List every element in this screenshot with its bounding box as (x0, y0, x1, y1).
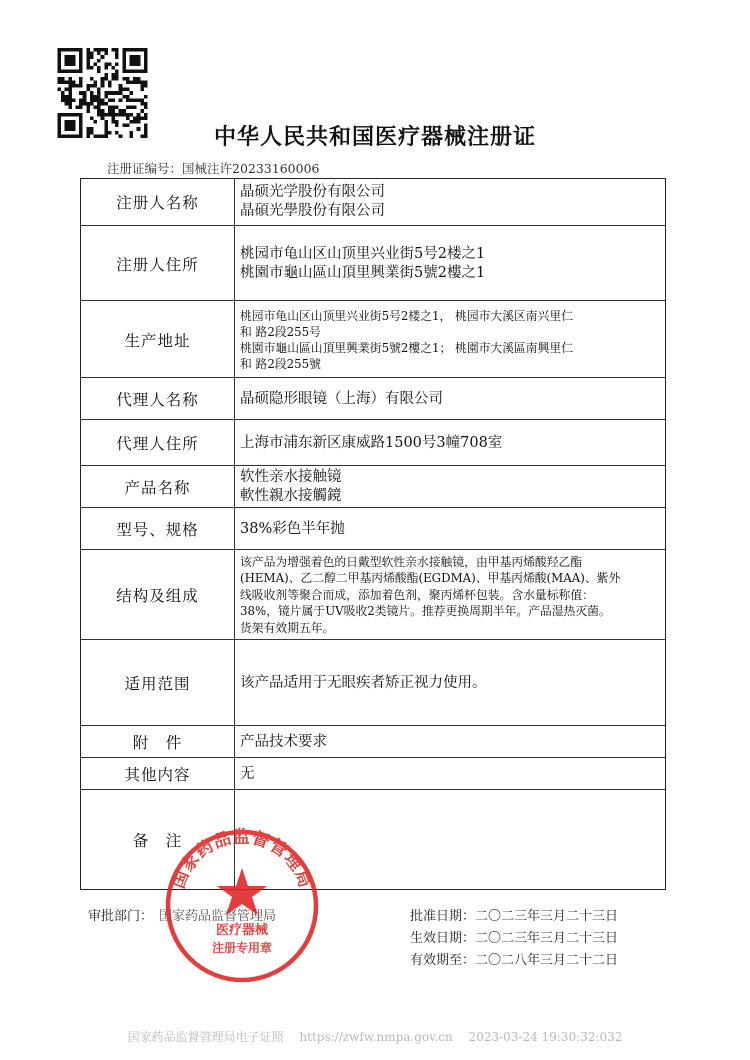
row-registrant-address (81, 225, 665, 301)
bottom-watermark-bar (0, 1028, 750, 1045)
value-agent-name: 晶硕隐形眼镜（上海）有限公司 (240, 390, 443, 407)
value-model: 38%彩色半年抛 (240, 520, 345, 537)
approval-dept-name: 国家药品监督管理局 (159, 909, 277, 924)
row-scope (81, 639, 665, 726)
row-registrant-name (81, 179, 665, 225)
approval-dept-label: 审批部门： (88, 909, 154, 924)
row-production-address (81, 300, 665, 378)
official-seal (162, 826, 322, 986)
label-remarks: 备 注 (81, 790, 235, 890)
value-composition: 该产品为增强着色的日戴型软性亲水接触镜，由甲基丙烯酸羟乙酯 (HEMA)、乙二醇二甲基丙烯酸酯(EGDMA)、甲基丙烯酸(MAA)、紫外 线吸收剂等聚合而成，添加着色剂，聚丙烯杯包装。含水量标称值： 38%，镜片属于UV吸收2类镜片。推荐更换周期半年。产品湿热灭菌。 货架有效期五年。 (240, 554, 621, 635)
approval-date: 批准日期：二〇二三年三月二十三日 (410, 909, 619, 924)
value-agent-address: 上海市浦东新区康威路1500号3幢708室 (240, 434, 503, 451)
row-agent-name (81, 377, 665, 420)
label-agent-address: 代理人住所 (81, 420, 235, 466)
label-production-address: 生产地址 (81, 301, 235, 378)
issuer-text: 国家药品监督管理局电子证照 (127, 1030, 284, 1044)
label-attachment: 附 件 (81, 726, 235, 758)
seal-star-icon (217, 868, 267, 915)
seal-inner-line1: 医疗器械 (215, 923, 269, 938)
value-registrant-name: 晶硕光学股份有限公司 晶碩光學股份有限公司 (240, 184, 385, 219)
seal-inner-line2: 注册专用章 (211, 941, 273, 955)
value-production-address: 桃园市龟山区山顶里兴业街5号2楼之1， 桃园市大溪区南兴里仁 和 路2段255号 桃園市龜山區山頂里興業街5號2樓之1； 桃園市大溪區南興里仁 和 路2段255號 (240, 308, 573, 371)
registration-table (80, 178, 666, 890)
label-composition: 结构及组成 (81, 550, 235, 640)
issue-timestamp: 2023-03-24 19:30:32:032 (468, 1030, 623, 1044)
label-scope: 适用范围 (81, 640, 235, 726)
value-attachment: 产品技术要求 (240, 733, 327, 750)
document-title: 中华人民共和国医疗器械注册证 (213, 125, 536, 150)
label-registrant-name: 注册人名称 (81, 179, 235, 225)
row-other (81, 757, 665, 790)
row-composition (81, 549, 665, 640)
seal-outer-text: 国家药品监督管理局 (168, 827, 316, 892)
value-scope: 该产品适用于无眼疾者矫正视力使用。 (240, 674, 487, 691)
label-registrant-address: 注册人住所 (81, 226, 235, 301)
issuer-url: https://zwfw.nmpa.gov.cn (299, 1030, 453, 1044)
value-product-name: 软性亲水接触镜 軟性親水接觸鏡 (240, 469, 342, 504)
row-product-name (81, 465, 665, 508)
label-other: 其他内容 (81, 758, 235, 790)
label-model: 型号、规格 (81, 508, 235, 550)
row-model (81, 507, 665, 550)
label-product-name: 产品名称 (81, 466, 235, 508)
row-agent-address (81, 419, 665, 466)
dates-block (410, 905, 618, 971)
row-attachment (81, 725, 665, 758)
value-other: 无 (240, 765, 255, 782)
effective-date: 生效日期：二〇二三年三月二十三日 (410, 931, 619, 946)
value-registrant-address: 桃园市龟山区山顶里兴业街5号2楼之1 桃園市龜山區山頂里興業街5號2樓之1 (240, 245, 486, 281)
registration-number: 注册证编号：国械注许20233160006 (107, 161, 320, 176)
valid-until-date: 有效期至：二〇二八年三月二十二日 (410, 953, 619, 968)
label-agent-name: 代理人名称 (81, 378, 235, 420)
